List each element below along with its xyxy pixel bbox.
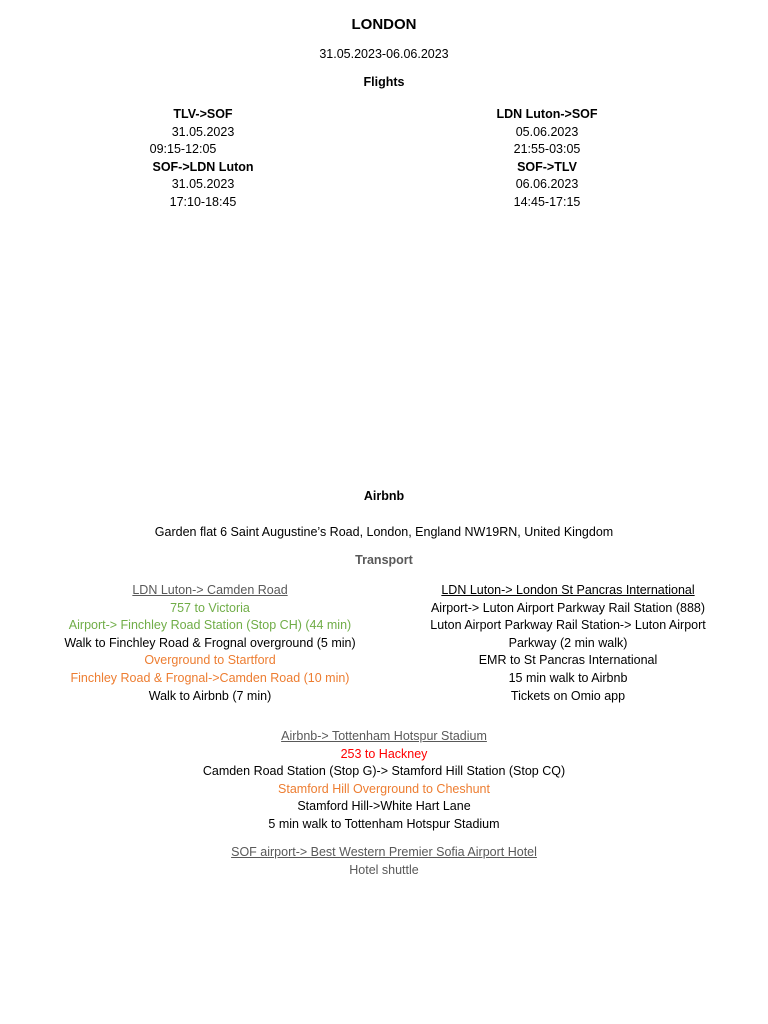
stpancras-route-block xyxy=(398,582,738,705)
page-title: LONDON xyxy=(351,16,417,33)
transport-heading: Transport xyxy=(355,553,413,567)
route-step: Overground to Startford xyxy=(144,653,276,668)
flight-route: LDN Luton->SOF xyxy=(496,107,598,121)
flight-route: SOF->TLV xyxy=(517,159,577,174)
flight-time: 14:45-17:15 xyxy=(513,194,581,209)
route-title: LDN Luton-> London St Pancras International xyxy=(441,583,695,597)
trip-dates: 31.05.2023-06.06.2023 xyxy=(319,47,449,61)
flight-time: 09:15-12:05 xyxy=(149,142,217,157)
flight-date: 31.05.2023 xyxy=(171,177,235,192)
flight-date: 06.06.2023 xyxy=(515,177,579,192)
route-step: Luton Airport Parkway Rail Station-> Luton Airport xyxy=(430,618,706,633)
route-step: Walk to Airbnb (7 min) xyxy=(148,688,272,703)
route-step: Tickets on Omio app xyxy=(510,688,626,703)
flight-time: 21:55-03:05 xyxy=(513,142,581,157)
route-step: 757 to Victoria xyxy=(170,600,250,615)
sofia-route-block xyxy=(0,844,768,879)
flight-date: 05.06.2023 xyxy=(515,124,579,139)
flights-left-column xyxy=(60,106,346,212)
route-step: 253 to Hackney xyxy=(340,746,428,761)
route-step: Camden Road Station (Stop G)-> Stamford Hill Station (Stop CQ) xyxy=(202,764,566,779)
route-step: 15 min walk to Airbnb xyxy=(508,670,628,685)
route-step: EMR to St Pancras International xyxy=(478,653,658,668)
airbnb-heading: Airbnb xyxy=(363,489,405,503)
route-step: Stamford Hill->White Hart Lane xyxy=(297,799,471,814)
route-title: Airbnb-> Tottenham Hotspur Stadium xyxy=(281,729,487,743)
route-title: LDN Luton-> Camden Road xyxy=(132,583,288,597)
flight-time: 17:10-18:45 xyxy=(169,194,237,209)
route-step: Parkway (2 min walk) xyxy=(508,635,628,650)
flights-heading: Flights xyxy=(363,75,405,89)
flight-route: TLV->SOF xyxy=(173,107,233,121)
route-step: Airport-> Luton Airport Parkway Rail Station (888) xyxy=(430,600,706,615)
flights-right-column xyxy=(404,106,690,212)
route-step: Walk to Finchley Road & Frognal overground (5 min) xyxy=(64,635,356,650)
route-step: Finchley Road & Frognal->Camden Road (10 min) xyxy=(70,670,350,685)
route-step: Hotel shuttle xyxy=(349,862,419,877)
airbnb-address: Garden flat 6 Saint Augustine’s Road, London, England NW19RN, United Kingdom xyxy=(154,525,614,539)
camden-route-block xyxy=(40,582,380,705)
route-step: Stamford Hill Overground to Cheshunt xyxy=(278,781,490,796)
route-step: Airport-> Finchley Road Station (Stop CH) (44 min) xyxy=(68,618,352,633)
flight-route: SOF->LDN Luton xyxy=(152,159,254,174)
route-title: SOF airport-> Best Western Premier Sofia Airport Hotel xyxy=(231,845,537,859)
route-step: 5 min walk to Tottenham Hotspur Stadium xyxy=(268,816,500,831)
tottenham-route-block xyxy=(0,728,768,834)
flight-date: 31.05.2023 xyxy=(171,124,235,139)
